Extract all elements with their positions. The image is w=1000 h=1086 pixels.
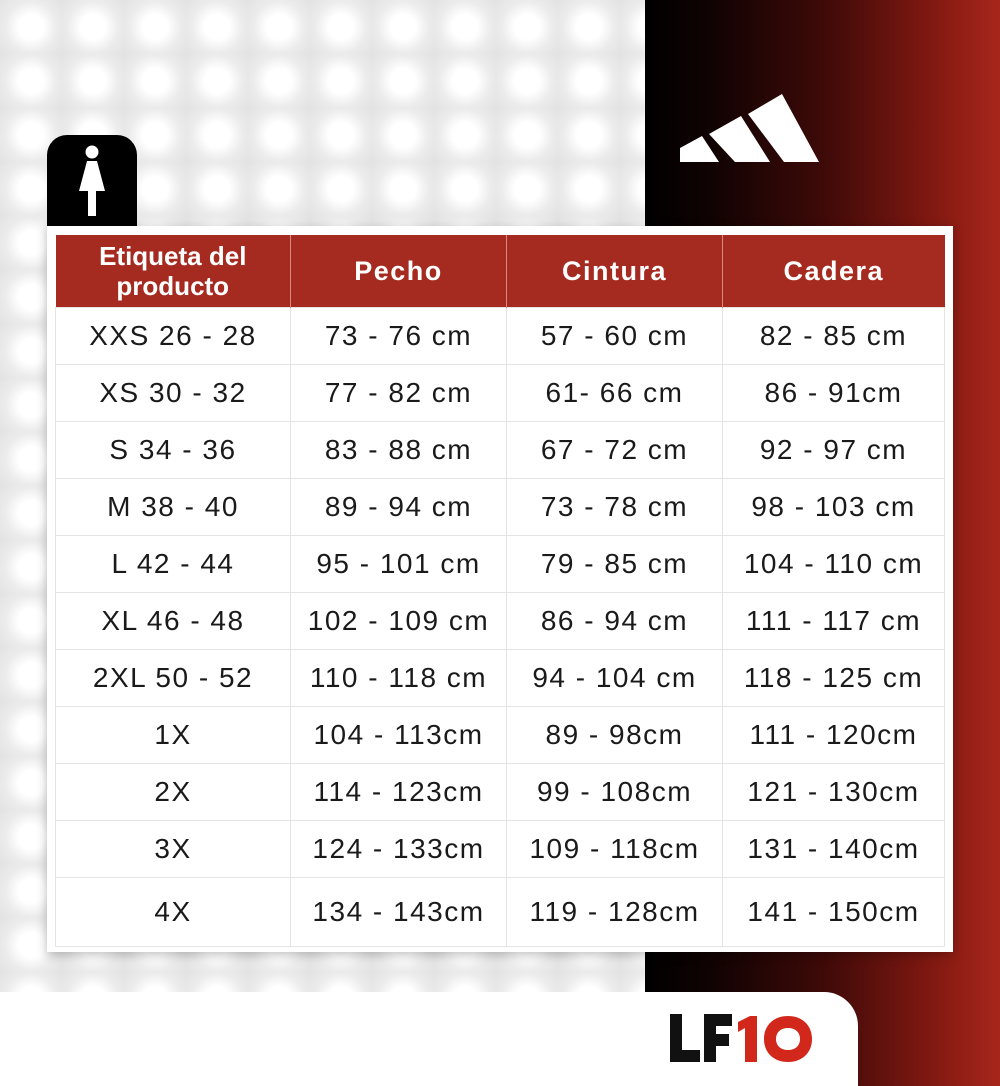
cell-waist: 57 - 60 cm [507, 308, 723, 365]
cell-hip: 121 - 130cm [723, 764, 945, 821]
cell-hip: 82 - 85 cm [723, 308, 945, 365]
size-table [55, 235, 945, 947]
cell-waist: 73 - 78 cm [507, 479, 723, 536]
header-hip: Cadera [723, 235, 945, 308]
cell-chest: 114 - 123cm [291, 764, 507, 821]
table-row [56, 821, 945, 878]
cell-label: 2XL 50 - 52 [56, 650, 291, 707]
cell-waist: 61- 66 cm [507, 365, 723, 422]
cell-waist: 99 - 108cm [507, 764, 723, 821]
size-chart-card [47, 226, 953, 952]
header-waist: Cintura [507, 235, 723, 308]
cell-chest: 77 - 82 cm [291, 365, 507, 422]
table-row [56, 593, 945, 650]
lf10-logo [668, 1014, 816, 1073]
brand-stripes-logo [676, 78, 820, 169]
cell-chest: 124 - 133cm [291, 821, 507, 878]
cell-waist: 94 - 104 cm [507, 650, 723, 707]
table-row [56, 365, 945, 422]
cell-hip: 104 - 110 cm [723, 536, 945, 593]
cell-hip: 141 - 150cm [723, 878, 945, 947]
table-row [56, 707, 945, 764]
cell-label: 1X [56, 707, 291, 764]
table-row [56, 479, 945, 536]
cell-label: M 38 - 40 [56, 479, 291, 536]
table-row [56, 764, 945, 821]
cell-hip: 111 - 117 cm [723, 593, 945, 650]
cell-chest: 83 - 88 cm [291, 422, 507, 479]
cell-waist: 89 - 98cm [507, 707, 723, 764]
cell-label: XS 30 - 32 [56, 365, 291, 422]
cell-chest: 89 - 94 cm [291, 479, 507, 536]
cell-label: 2X [56, 764, 291, 821]
cell-waist: 86 - 94 cm [507, 593, 723, 650]
cell-waist: 119 - 128cm [507, 878, 723, 947]
cell-hip: 111 - 120cm [723, 707, 945, 764]
cell-label: L 42 - 44 [56, 536, 291, 593]
table-row [56, 536, 945, 593]
cell-chest: 134 - 143cm [291, 878, 507, 947]
cell-label: 3X [56, 821, 291, 878]
table-row [56, 422, 945, 479]
table-header-row [56, 235, 945, 308]
table-row [56, 650, 945, 707]
header-label: Etiqueta del producto [56, 235, 291, 308]
woman-icon [77, 145, 107, 217]
cell-waist: 109 - 118cm [507, 821, 723, 878]
cell-hip: 118 - 125 cm [723, 650, 945, 707]
cell-hip: 92 - 97 cm [723, 422, 945, 479]
cell-label: XXS 26 - 28 [56, 308, 291, 365]
cell-waist: 79 - 85 cm [507, 536, 723, 593]
header-chest: Pecho [291, 235, 507, 308]
cell-chest: 104 - 113cm [291, 707, 507, 764]
cell-label: S 34 - 36 [56, 422, 291, 479]
cell-label: 4X [56, 878, 291, 947]
cell-hip: 131 - 140cm [723, 821, 945, 878]
cell-chest: 95 - 101 cm [291, 536, 507, 593]
cell-hip: 86 - 91cm [723, 365, 945, 422]
cell-chest: 73 - 76 cm [291, 308, 507, 365]
table-row [56, 878, 945, 947]
cell-label: XL 46 - 48 [56, 593, 291, 650]
cell-waist: 67 - 72 cm [507, 422, 723, 479]
cell-chest: 102 - 109 cm [291, 593, 507, 650]
table-row [56, 308, 945, 365]
gender-tab [47, 135, 137, 230]
cell-chest: 110 - 118 cm [291, 650, 507, 707]
cell-hip: 98 - 103 cm [723, 479, 945, 536]
